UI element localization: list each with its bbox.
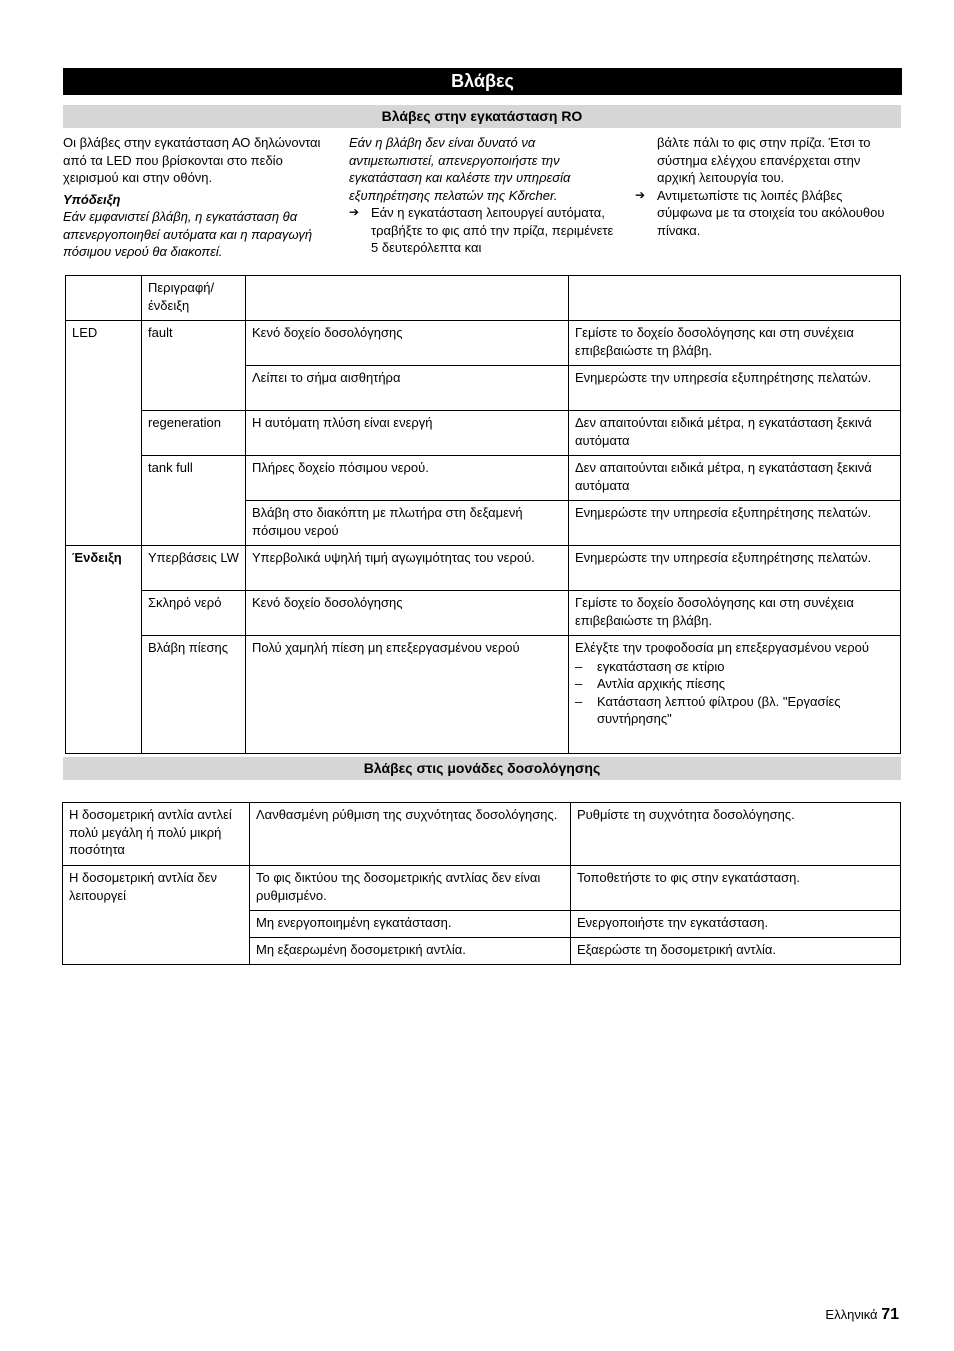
table-row: [66, 321, 901, 366]
step-2: [635, 187, 901, 240]
fault-cause: Υπερβολικά υψηλή τιμή αγωγιμότητας του νερού.: [246, 546, 569, 591]
header-cell: [569, 276, 901, 321]
fault-description: tank full: [142, 456, 246, 546]
fault-description: Σκληρό νερό: [142, 591, 246, 636]
header-cell: [246, 276, 569, 321]
table-header-row: [66, 276, 901, 321]
list-item: – Κατάσταση λεπτού φίλτρου (βλ. "Εργασίες συντήρησης": [575, 693, 894, 728]
intro-column-1: [63, 134, 331, 261]
header-description: Περιγραφή/ ένδειξη: [142, 276, 246, 321]
step-1-continuation: βάλτε πάλι το φις στην πρίζα. Έτσι το σύστημα ελέγχου επανέρχεται στην αρχική λειτουργία του.: [657, 135, 871, 185]
fault-description: regeneration: [142, 411, 246, 456]
page-title: Βλάβες: [63, 68, 902, 95]
fault-cause: Πολύ χαμηλή πίεση μη επεξεργασμένου νερού: [246, 636, 569, 754]
list-item: – Αντλία αρχικής πίεσης: [575, 675, 894, 693]
step-1-text: Εάν η εγκατάσταση λειτουργεί αυτόματα, τραβήξτε το φις από την πρίζα, περιμένετε 5 δευτερόλεπτα και: [371, 205, 614, 255]
dosing-cause: Λανθασμένη ρύθμιση της συχνότητας δοσολόγησης.: [250, 803, 571, 866]
ro-fault-table: [65, 275, 901, 754]
dosing-fault: Η δοσομετρική αντλία δεν λειτουργεί: [63, 866, 250, 965]
display-group-label: Ένδειξη: [66, 546, 142, 754]
dosing-cause: Μη ενεργοποιημένη εγκατάσταση.: [250, 911, 571, 938]
arrow-right-icon: ➔: [349, 205, 360, 219]
intro-column-2: [349, 134, 617, 257]
fault-cause: Κενό δοχείο δοσολόγησης: [246, 591, 569, 636]
fault-cause: Πλήρες δοχείο πόσιμου νερού.: [246, 456, 569, 501]
fault-description: fault: [142, 321, 246, 411]
fault-cause: Βλάβη στο διακόπτη με πλωτήρα στη δεξαμενή πόσιμου νερού: [246, 501, 569, 546]
intro-text: Οι βλάβες στην εγκατάσταση ΑΟ δηλώνονται από τα LED που βρίσκονται στο πεδίο χειρισμού και στην οθόνη.: [63, 135, 321, 185]
header-cell: [66, 276, 142, 321]
fault-remedy: Ενημερώστε την υπηρεσία εξυπηρέτησης πελατών.: [569, 546, 901, 591]
fault-remedy: Δεν απαιτούνται ειδικά μέτρα, η εγκατάσταση ξεκινά αυτόματα: [569, 411, 901, 456]
fault-remedy: Δεν απαιτούνται ειδικά μέτρα, η εγκατάσταση ξεκινά αυτόματα: [569, 456, 901, 501]
dosing-fault: Η δοσομετρική αντλία αντλεί πολύ μεγάλη ή πολύ μικρή ποσότητα: [63, 803, 250, 866]
fault-description: Βλάβη πίεσης: [142, 636, 246, 754]
table-row: [66, 411, 901, 456]
step-1: [349, 204, 617, 257]
dosing-cause: Το φις δικτύου της δοσομετρικής αντλίας δεν είναι ρυθμισμένο.: [250, 866, 571, 911]
list-item: – εγκατάσταση σε κτίριο: [575, 658, 894, 676]
led-group-label: LED: [66, 321, 142, 546]
section-title-dosing-faults: Βλάβες στις μονάδες δοσολόγησης: [63, 757, 901, 780]
fault-remedy: [569, 636, 901, 754]
dosing-remedy: Ενεργοποιήστε την εγκατάσταση.: [571, 911, 901, 938]
fault-remedy: Γεμίστε το δοχείο δοσολόγησης και στη συνέχεια επιβεβαιώστε τη βλάβη.: [569, 591, 901, 636]
table-row: [63, 803, 901, 866]
fault-remedy: Ενημερώστε την υπηρεσία εξυπηρέτησης πελατών.: [569, 366, 901, 411]
footer-language: Ελληνικά: [825, 1307, 878, 1322]
note-text: Εάν εμφανιστεί βλάβη, η εγκατάσταση θα απενεργοποιηθεί αυτόματα και η παραγωγή πόσιμου νερού θα διακοπεί.: [63, 209, 313, 259]
remedy-check-list: [575, 658, 894, 728]
step-2-text: Αντιμετωπίστε τις λοιπές βλάβες σύμφωνα με τα στοιχεία του ακόλουθου πίνακα.: [657, 187, 885, 238]
dosing-cause: Μη εξαερωμένη δοσομετρική αντλία.: [250, 938, 571, 965]
fault-description: Υπερβάσεις LW: [142, 546, 246, 591]
service-instruction: Εάν η βλάβη δεν είναι δυνατό να αντιμετωπιστεί, απενεργοποιήστε την εγκατάσταση και καλέστε την υπηρεσία εξυπηρέτησης πελατών της Kδrcher.: [349, 135, 571, 203]
fault-remedy: Γεμίστε το δοχείο δοσολόγησης και στη συνέχεια επιβεβαιώστε τη βλάβη.: [569, 321, 901, 366]
fault-remedy: Ενημερώστε την υπηρεσία εξυπηρέτησης πελατών.: [569, 501, 901, 546]
arrow-right-icon: ➔: [635, 187, 646, 202]
fault-cause: Λείπει το σήμα αισθητήρα: [246, 366, 569, 411]
dosing-fault-table: [62, 802, 901, 965]
table-row: [66, 456, 901, 501]
intro-column-3: [635, 134, 901, 239]
dosing-remedy: Τοποθετήστε το φις στην εγκατάσταση.: [571, 866, 901, 911]
table-row: [63, 866, 901, 911]
page-footer: [825, 1305, 899, 1325]
table-row: [66, 591, 901, 636]
fault-cause: Κενό δοχείο δοσολόγησης: [246, 321, 569, 366]
section-title-ro-faults: Βλάβες στην εγκατάσταση RO: [63, 105, 901, 128]
table-row: [66, 636, 901, 754]
remedy-text: Ελέγξτε την τροφοδοσία μη επεξεργασμένου νερού: [575, 640, 869, 655]
table-row: [66, 546, 901, 591]
fault-cause: Η αυτόματη πλύση είναι ενεργή: [246, 411, 569, 456]
dosing-remedy: Ρυθμίστε τη συχνότητα δοσολόγησης.: [571, 803, 901, 866]
page-number: 71: [881, 1306, 899, 1323]
note-title: Υπόδειξη: [63, 191, 121, 207]
dosing-remedy: Εξαερώστε τη δοσομετρική αντλία.: [571, 938, 901, 965]
